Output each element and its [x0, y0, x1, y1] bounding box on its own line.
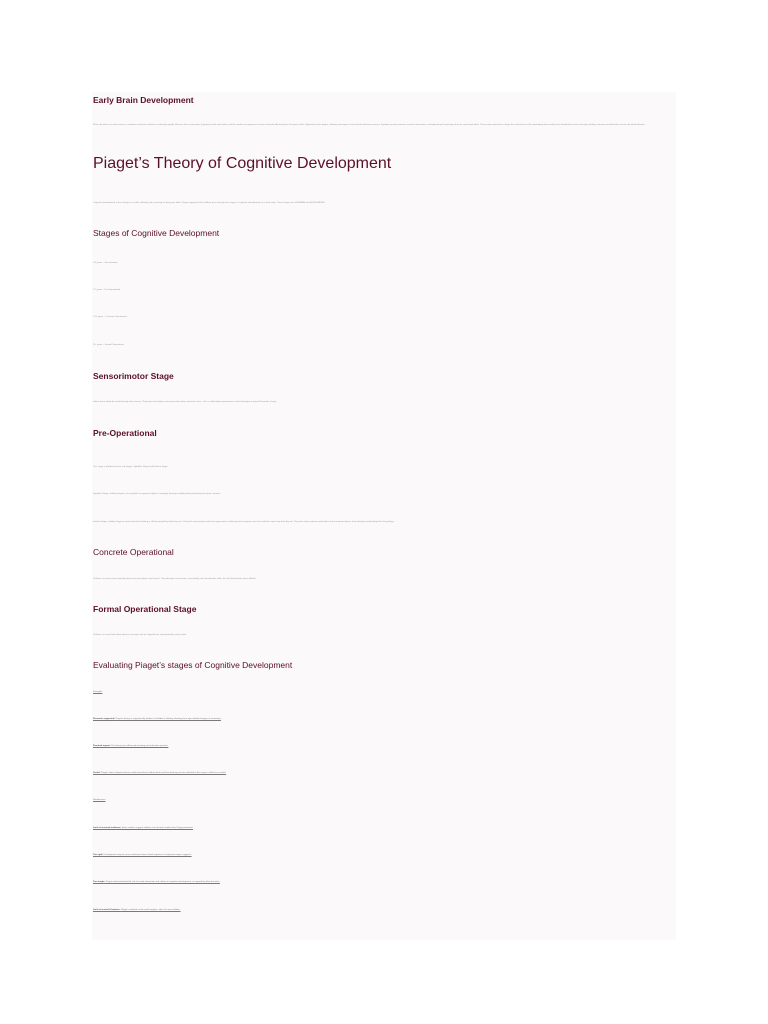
eval-item[interactable]: Too rigid: Development may be more continuous than a fixed sequence of separate stages suggests. [93, 854, 192, 856]
eval-item[interactable]: Practical impact: The theory has influenced teaching and education practice. [93, 745, 169, 747]
stage-item: 7-11 years – Concrete Operational [93, 316, 127, 318]
symbolic-paragraph: Symbolic Stage: children begin to use symbols to represent objects, language develops rapidly and pretend play becomes common. [93, 493, 221, 495]
stage-item: 2-7 years – Pre-Operational [93, 289, 120, 291]
document-page [92, 92, 676, 940]
stages-heading: Stages of Cognitive Development [93, 228, 220, 238]
piaget-title: Piaget’s Theory of Cognitive Development [93, 155, 392, 172]
intuitive-paragraph: Intuitive Stage: children begin to reason but their thinking is still dominated by what they see. They lack conservation and show egocentrism, believing that everyone sees the world the same way that they do. They also show animism and believe that inanimate objects have thoughts and feelings like living things. [93, 521, 395, 523]
eval-item[interactable]: Lack of research evidence: Some studies suggest children can do tasks earlier than Piaget predicted. [93, 827, 193, 829]
preop-paragraph: This stage is divided into two sub-stages: Symbolic Stage and Intuitive Stage. [93, 466, 169, 468]
stage-item: 11+ years – Formal Operational [93, 344, 124, 346]
stage-item: 0-2 years – Sensorimotor [93, 262, 118, 264]
sensorimotor-heading: Sensorimotor Stage [93, 371, 174, 381]
eval-item[interactable]: Too simple: Piaget underestimated the role of social interaction and culture in cognitive development, as argued by other theorists. [93, 881, 220, 883]
evaluating-heading: Evaluating Piaget’s stages of Cognitive Development [93, 660, 293, 670]
concrete-paragraph: Children can now reason logically about concrete objects and events. They develop conservation, reversibility and classification skills, but still find abstract ideas difficult. [93, 578, 256, 580]
concrete-heading: Concrete Operational [93, 547, 174, 557]
formal-heading: Formal Operational Stage [93, 604, 197, 614]
eval-item[interactable]: Strengths [93, 691, 103, 693]
early-brain-paragraph: When the infant is in utero and as a newborn, the brain continues to develop rapidly. Neurons form connections (synapses) with each other, and the number of synapses increases dramatically during the first years of life. Myelination also begins, allowing messages to travel faster between neurons. Synaptic pruning removes unused connections, strengthening the pathways that are used most often. These early experiences shape the architecture of the developing brain and lay the foundation for later learning, thinking, memory and behaviour across the whole lifespan. [93, 124, 646, 126]
eval-item[interactable]: Lack of control & balance: Piaget's methods used small samples, often his own children. [93, 909, 181, 911]
sensorimotor-paragraph: Infants learn about the world through their senses. They learn that objects exist even when they cannot be seen – this is called object permanence and it develops at around 8 months of age. [93, 401, 277, 403]
formal-paragraph: Children can now think about abstract concepts and test hypotheses systematically in their mind. [93, 634, 187, 636]
eval-item[interactable]: Research supported: Piaget's theory is supported by studies of children's thinking showing clear age-related changes in reasoning. [93, 718, 221, 720]
preop-heading: Pre-Operational [93, 428, 157, 438]
eval-item[interactable]: Weaknesses [93, 799, 106, 801]
eval-item[interactable]: Useful: Piaget's ideas helped teachers understand how children think and how learning can be matched to the stage a child has reached. [93, 772, 227, 774]
piaget-intro-paragraph: Cognitive development is the change in a child's thinking and reasoning as they grow older. Piaget suggested that children pass through four stages of cognitive development in a fixed order. These stages are SCHEMAS and EQUILIBRIUM. [93, 202, 325, 204]
early-brain-heading: Early Brain Development [93, 95, 194, 105]
